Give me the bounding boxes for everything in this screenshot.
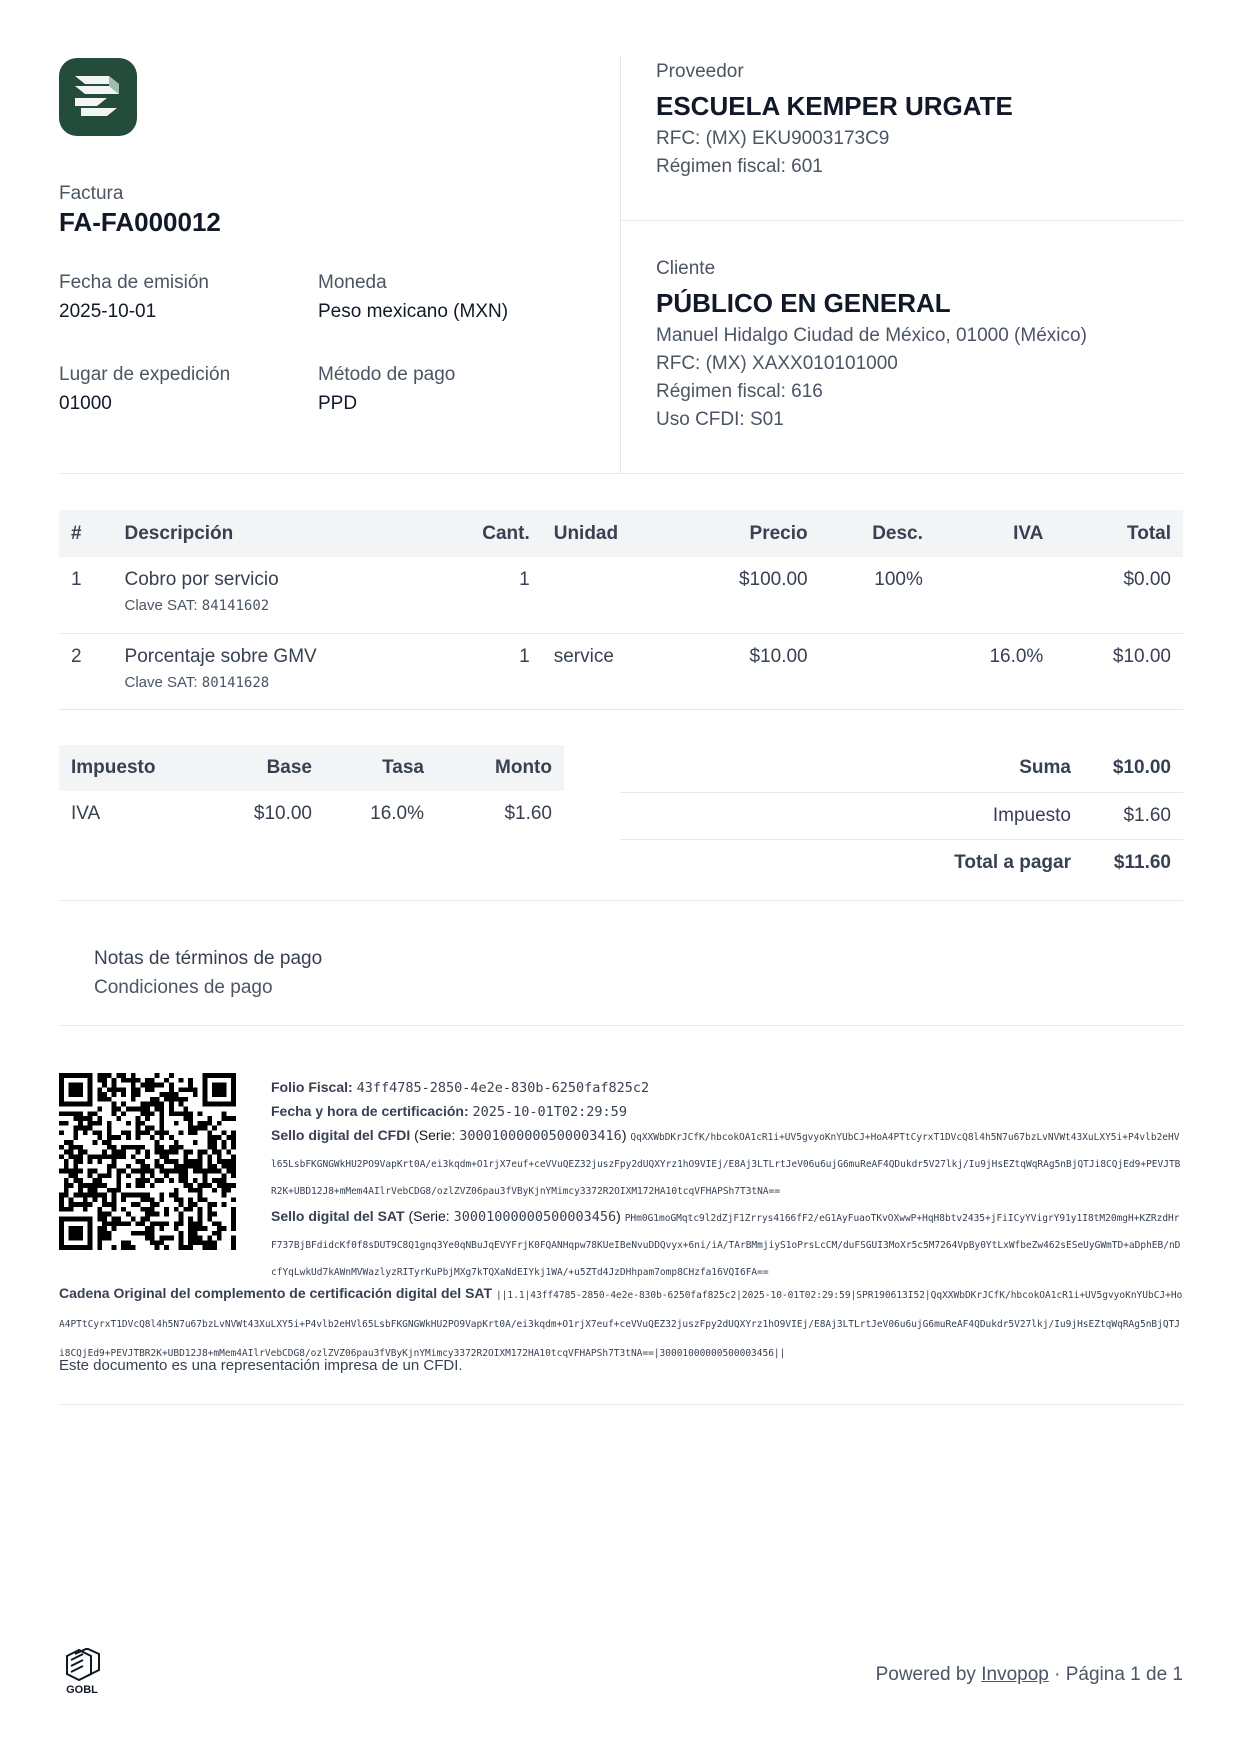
supplier-block bbox=[656, 61, 1183, 178]
place-label: Lugar de expedición bbox=[59, 364, 231, 385]
folio-value: 43ff4785-2850-4e2e-830b-6250faf825c2 bbox=[356, 1080, 650, 1096]
place-value: 01000 bbox=[59, 393, 112, 414]
currency-block bbox=[318, 272, 558, 323]
col-header-tax: Impuesto bbox=[59, 745, 209, 791]
notes-content: Condiciones de pago bbox=[94, 977, 273, 998]
place-block bbox=[59, 364, 299, 415]
tax-name: IVA bbox=[71, 803, 101, 824]
col-header-price: Precio bbox=[665, 510, 819, 557]
cfdi-stamp bbox=[271, 1076, 1183, 1286]
line-vat bbox=[935, 557, 1055, 633]
col-header-total: Total bbox=[1055, 510, 1183, 557]
invoice-label: Factura bbox=[59, 183, 124, 204]
issue-date-value: 2025-10-01 bbox=[59, 301, 157, 322]
customer-address: Manuel Hidalgo Ciudad de México, 01000 (México) bbox=[656, 325, 1087, 346]
line-discount bbox=[820, 633, 935, 709]
payment-notes bbox=[94, 948, 322, 999]
folio-row bbox=[271, 1076, 1183, 1100]
taxes-table bbox=[59, 745, 564, 837]
sat-code: 80141628 bbox=[201, 674, 270, 691]
col-header-discount: Desc. bbox=[820, 510, 935, 557]
payment-method-value: PPD bbox=[318, 393, 358, 414]
page-number: · Página 1 de 1 bbox=[1054, 1664, 1183, 1685]
cfdi-serie-open: (Serie: bbox=[414, 1127, 456, 1143]
line-discount: 100% bbox=[820, 557, 935, 633]
payment-method-label: Método de pago bbox=[318, 364, 456, 385]
line-items-table bbox=[59, 510, 1183, 710]
section-divider bbox=[59, 1404, 1183, 1405]
notes-title: Notas de términos de pago bbox=[94, 948, 323, 969]
supplier-regime: Régimen fiscal: 601 bbox=[656, 156, 823, 177]
issue-date-label: Fecha de emisión bbox=[59, 272, 209, 293]
tax-base: $10.00 bbox=[253, 803, 312, 824]
invopop-link[interactable]: Invopop bbox=[981, 1664, 1049, 1685]
col-header-rate: Tasa bbox=[324, 745, 436, 791]
sat-code: 84141602 bbox=[201, 598, 270, 614]
qr-code-icon bbox=[59, 1073, 236, 1250]
original-chain bbox=[59, 1280, 1183, 1367]
customer-rfc: RFC: (MX) XAXX010101000 bbox=[656, 353, 898, 374]
sum-value: $10.00 bbox=[1083, 745, 1183, 792]
col-header-qty: Cant. bbox=[462, 510, 541, 557]
folio-label: Folio Fiscal: bbox=[271, 1079, 353, 1095]
col-header-num: # bbox=[59, 510, 113, 557]
customer-block bbox=[656, 258, 1183, 431]
invoice-number: FA-FA000012 bbox=[59, 207, 221, 237]
cfdi-seal-value: QqXXWbDKrJCfK/hbcokOA1cR1i+UV5gvyoKnYUbCJ+HoA4PTtCyrxT1DVcQ8l4h5N7u67bzLvNVWt43XuLXY5i+P4vlb2eHVl65LsbFKGNGWkHU2PO9VapKrt0A/ei3kqdm+O1rjX7euf+ceVVuQEZ32juszFpy2dUQXYrz1hO9VIEj/E8Aj3LTLrtJeV06u6ujG6muReAF4QDukdr5V27lkj/Iu9jHsEZtqWqRAg5nBjQTJi8CQjEd9+PEVJTBR2K+UBD12J8+mMem4AIlrVebCDG8/ozlZVZ06pau3fVByKjnYMimcy3372R2OIXM172HA10tcqVFHAPSh7T3tNA== bbox=[271, 1132, 1181, 1197]
totals-row-payable bbox=[621, 839, 1183, 886]
sat-code-label: Clave SAT: bbox=[124, 597, 198, 614]
line-unit: service bbox=[542, 633, 666, 709]
sat-serie: 30001000000500003456 bbox=[453, 1209, 617, 1225]
col-header-base: Base bbox=[209, 745, 324, 791]
section-divider bbox=[59, 473, 1183, 474]
line-total: $0.00 bbox=[1055, 557, 1183, 633]
qr-modules bbox=[59, 1073, 236, 1250]
totals-row-tax bbox=[621, 792, 1183, 839]
cfdi-disclaimer: Este documento es una representación impresa de un CFDI. bbox=[59, 1357, 463, 1374]
chain-label: Cadena Original del complemento de certificación digital del SAT bbox=[59, 1285, 493, 1301]
party-divider bbox=[621, 220, 1183, 221]
customer-name: PÚBLICO EN GENERAL bbox=[656, 288, 951, 318]
line-vat: 16.0% bbox=[935, 633, 1055, 709]
table-row bbox=[59, 557, 1183, 633]
sat-code-label: Clave SAT: bbox=[124, 673, 198, 691]
supplier-label: Proveedor bbox=[656, 61, 744, 82]
totals-row-sum bbox=[621, 745, 1183, 792]
customer-regime: Régimen fiscal: 616 bbox=[656, 381, 823, 402]
table-row bbox=[59, 791, 564, 837]
sat-seal-label: Sello digital del SAT bbox=[271, 1208, 405, 1224]
col-header-unit: Unidad bbox=[542, 510, 666, 557]
sum-label: Suma bbox=[621, 745, 1083, 792]
cfdi-seal-row bbox=[271, 1124, 1183, 1205]
cert-date-value: 2025-10-01T02:29:59 bbox=[472, 1104, 627, 1120]
table-header-row bbox=[59, 510, 1183, 557]
totals-table bbox=[621, 745, 1183, 886]
cert-date-row bbox=[271, 1100, 1183, 1124]
customer-label: Cliente bbox=[656, 258, 716, 279]
table-row bbox=[59, 633, 1183, 709]
line-unit bbox=[542, 557, 666, 633]
line-price: $10.00 bbox=[665, 633, 819, 709]
currency-label: Moneda bbox=[318, 272, 387, 293]
tax-total-label: Impuesto bbox=[621, 792, 1083, 839]
section-divider bbox=[59, 1025, 1183, 1026]
sat-serie-close: ) bbox=[616, 1208, 621, 1224]
sat-serie-open: (Serie: bbox=[408, 1208, 450, 1224]
issue-date-block bbox=[59, 272, 299, 323]
cfdi-serie: 30001000000500003416 bbox=[459, 1128, 622, 1144]
company-logo-icon bbox=[59, 58, 137, 136]
tax-amount: $1.60 bbox=[504, 803, 552, 824]
line-qty: 1 bbox=[462, 633, 541, 709]
supplier-rfc: RFC: (MX) EKU9003173C9 bbox=[656, 128, 890, 149]
payable-value: $11.60 bbox=[1113, 851, 1171, 873]
line-description: Cobro por servicio bbox=[124, 569, 279, 590]
table-header-row bbox=[59, 745, 564, 791]
col-header-description: Descripción bbox=[113, 510, 463, 557]
currency-value: Peso mexicano (MXN) bbox=[318, 301, 509, 322]
line-sat-code-block bbox=[125, 674, 451, 691]
line-num: 1 bbox=[59, 557, 113, 633]
customer-cfdi-use: Uso CFDI: S01 bbox=[656, 409, 784, 430]
cfdi-serie-close: ) bbox=[621, 1127, 627, 1143]
line-description-cell bbox=[113, 633, 463, 709]
gobl-logo-icon bbox=[61, 1648, 103, 1698]
gobl-text: GOBL bbox=[66, 1684, 98, 1696]
invoice-header-section bbox=[59, 55, 1183, 475]
section-divider bbox=[59, 900, 1183, 901]
chain-value: ||1.1|43ff4785-2850-4e2e-830b-6250faf825c2|2025-10-01T02:29:59|SPR190613I52|QqXXWbDKrJCfK/hbcokOA1cR1i+UV5gvyoKnYUbCJ+HoA4PTtCyrxT1DVcQ8l4h5N7u67bzLvNVWt43XuLXY5i+P4vlb2eHVl65LsbFKGNGWkHU2PO9VapKrt0A/ei3kqdm+O1rjX7euf+ceVVuQEZ32juszFpy2dUQXYrz1hO9VIEj/E8Aj3LTLrtJeV06u6ujG6muReAF4QDukdr5V27lkj/Iu9jHsEZtqWqRAg5nBjQTJi8CQjEd9+PEVJTBR2K+UBD12J8+mMem4AIlrVebCDG8/ozlZVZ06pau3fVByKjnYMimcy3372R2OIXM172HA10tcqVFHAPSh7T3tNA==|30001000000500003456|| bbox=[59, 1290, 1183, 1359]
col-header-amount: Monto bbox=[436, 745, 564, 791]
sat-seal-value: PHm0G1moGMqtc9l2dZjF1Zrrys4166fF2/eG1AyFuaoTKvOXwwP+HqH8btv2435+jFiICyYVigrY91y1I8tM20mgH+KZRzdHrF737BjBFdidcKf0f8sDUT9C8Q1gnq3Ye0qNBuJqEVYFrjK0FQANHqpw78KUeIBeNvuDDQvyx+6ni/iA/TArBMmjiyS1oPrsLcCM/duFSGUI3MoXr5c5M7264VpBy0YtLxWfbeZw462sESeUyGWmTD+aDphEB/nDcfYqLwkUd7kAWnMVWazlyzRITyrKuPbjMXg7kTQXaNdEIYkj1WA/+u5ZTd4JzDHhpam7omp8CHzfa16VQI6FA== bbox=[271, 1213, 1181, 1278]
line-qty: 1 bbox=[462, 557, 541, 633]
line-sat-code-block bbox=[125, 597, 451, 614]
cert-date-label: Fecha y hora de certificación: bbox=[271, 1103, 469, 1119]
tax-rate: 16.0% bbox=[370, 803, 424, 824]
cfdi-seal-label: Sello digital del CFDI bbox=[271, 1127, 411, 1143]
powered-by-text: Powered by bbox=[875, 1664, 976, 1685]
line-num: 2 bbox=[59, 633, 113, 709]
payment-method-block bbox=[318, 364, 558, 415]
line-description: Porcentaje sobre GMV bbox=[124, 645, 317, 667]
payable-label: Total a pagar bbox=[954, 851, 1071, 873]
supplier-name: ESCUELA KEMPER URGATE bbox=[656, 91, 1013, 121]
sat-seal-row bbox=[271, 1205, 1183, 1286]
line-description-cell bbox=[113, 557, 463, 633]
page-footer bbox=[876, 1664, 1183, 1686]
tax-total-value: $1.60 bbox=[1083, 792, 1183, 839]
line-total: $10.00 bbox=[1055, 633, 1183, 709]
invoice-page bbox=[59, 0, 1183, 1753]
col-header-vat: IVA bbox=[935, 510, 1055, 557]
line-price: $100.00 bbox=[665, 557, 819, 633]
vertical-divider bbox=[620, 55, 621, 473]
